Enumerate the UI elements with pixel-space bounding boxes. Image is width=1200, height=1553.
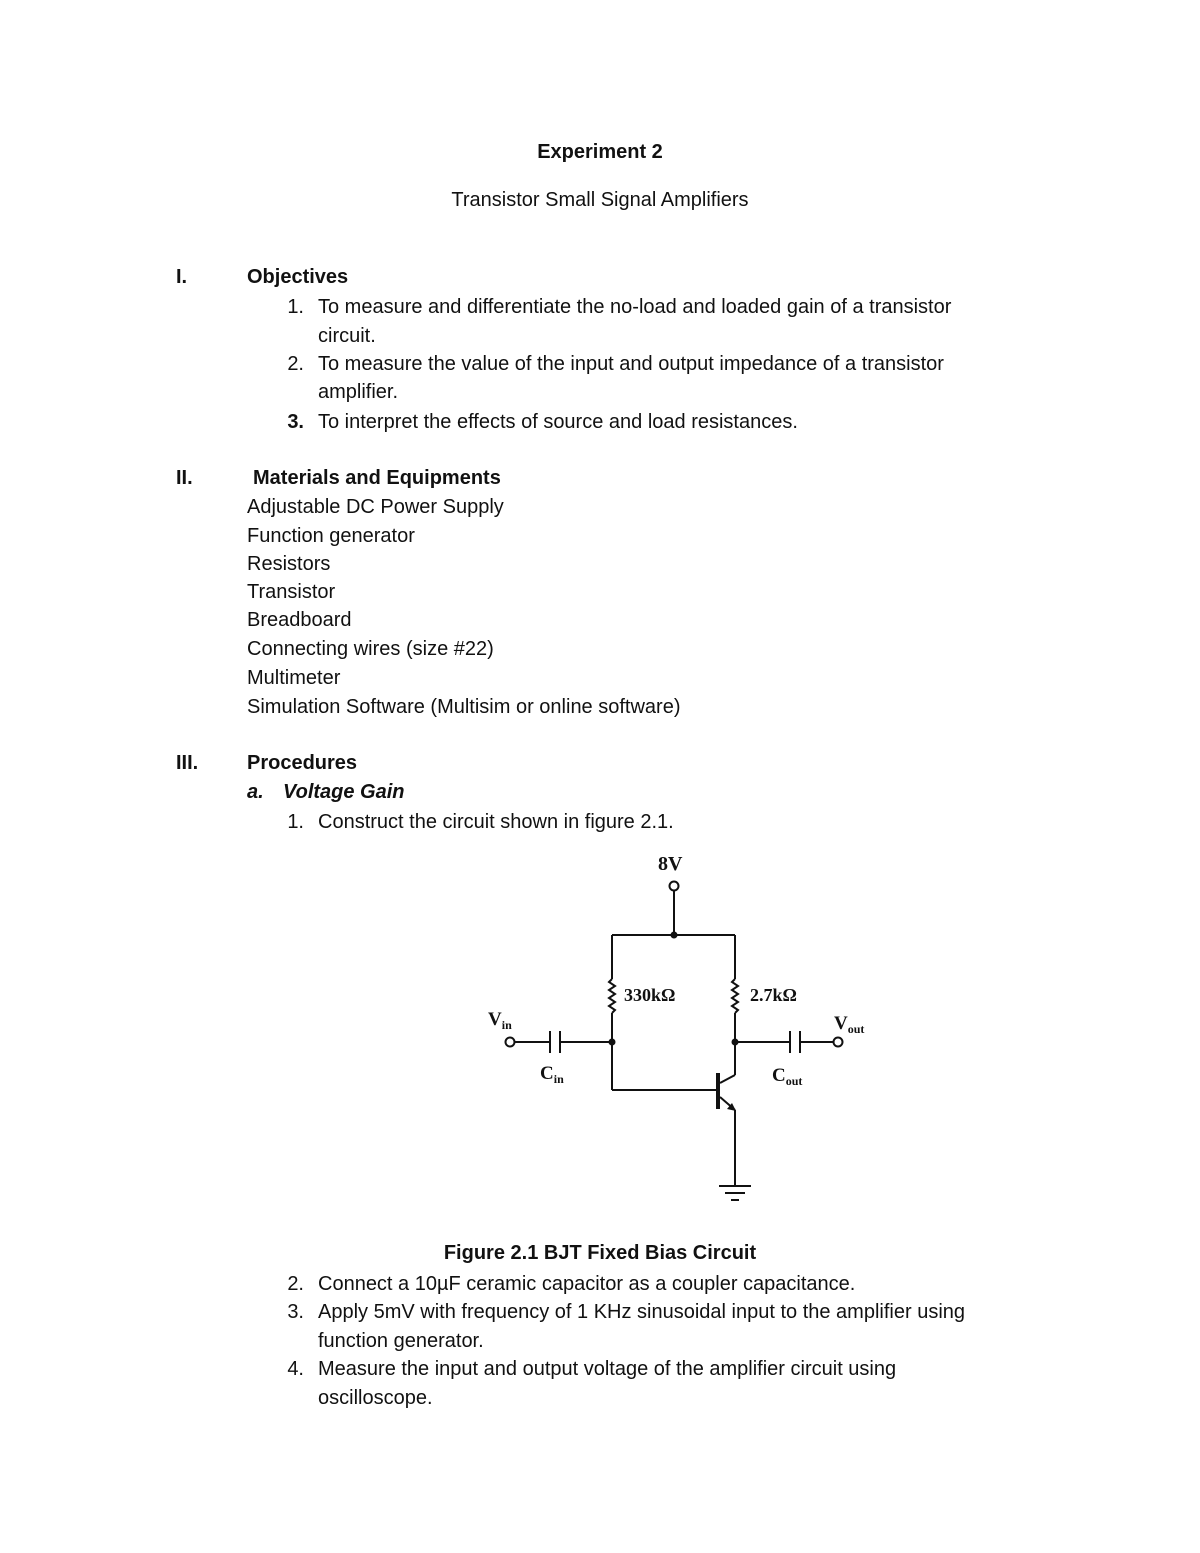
subsection-letter: a. [247, 781, 264, 803]
subsection-heading: Voltage Gain [283, 781, 405, 803]
circuit-diagram [470, 845, 890, 1215]
section-heading-procedures: Procedures [247, 752, 358, 774]
page-title: Experiment 2 [537, 141, 663, 163]
rb-label: 330kΩ [624, 985, 676, 1005]
supply-terminal [670, 882, 679, 891]
vin-terminal [506, 1038, 515, 1047]
step-text-cont: function generator. [318, 1330, 484, 1352]
vin-label: $V_{in}$ [488, 1009, 512, 1032]
section-numeral-objectives: I. [176, 266, 188, 288]
rc-label: 2.7kΩ [750, 985, 797, 1005]
material-item: Breadboard [247, 609, 352, 631]
junction-dot [732, 1039, 739, 1046]
material-item: Multimeter [247, 667, 341, 689]
step-text: Connect a 10µF ceramic capacitor as a coupler capacitance. [318, 1273, 856, 1295]
transistor-collector [720, 1075, 735, 1083]
step-number: 3. [287, 1301, 304, 1323]
section-heading-objectives: Objectives [247, 266, 349, 288]
page-subtitle: Transistor Small Signal Amplifiers [451, 189, 749, 211]
step-number: 4. [287, 1358, 304, 1380]
step-text: Measure the input and output voltage of the amplifier circuit using [318, 1358, 897, 1380]
material-item: Connecting wires (size #22) [247, 638, 494, 660]
junction-dot [671, 932, 678, 939]
objective-text-cont: circuit. [318, 325, 376, 347]
vout-terminal [834, 1038, 843, 1047]
step-text: Construct the circuit shown in figure 2.1. [318, 811, 674, 833]
vout-label: $V_{out}$ [834, 1013, 865, 1036]
section-numeral-procedures: III. [176, 752, 199, 774]
material-item: Adjustable DC Power Supply [247, 496, 504, 518]
objective-text-cont: amplifier. [318, 381, 399, 403]
objective-number: 3. [287, 411, 304, 433]
material-item: Resistors [247, 553, 331, 575]
step-number: 1. [287, 811, 304, 833]
objective-number: 1. [287, 296, 304, 318]
collector-resistor [732, 979, 738, 1013]
objective-text: To interpret the effects of source and load resistances. [318, 411, 798, 433]
step-number: 2. [287, 1273, 304, 1295]
material-item: Function generator [247, 525, 415, 547]
junction-dot [609, 1039, 616, 1046]
cout-label: $C_{out}$ [772, 1065, 803, 1088]
objective-text: To measure and differentiate the no-load and loaded gain of a transistor [318, 296, 952, 318]
figure-caption: Figure 2.1 BJT Fixed Bias Circuit [443, 1242, 757, 1264]
material-item: Simulation Software (Multisim or online software) [247, 696, 681, 718]
step-text-cont: oscilloscope. [318, 1387, 433, 1409]
supply-label: 8V [658, 853, 683, 875]
objective-number: 2. [287, 353, 304, 375]
section-numeral-materials: II. [176, 467, 193, 489]
objective-text: To measure the value of the input and output impedance of a transistor [318, 353, 944, 375]
base-resistor [609, 979, 615, 1013]
material-item: Transistor [247, 581, 336, 603]
section-heading-materials: Materials and Equipments [253, 467, 501, 489]
step-text: Apply 5mV with frequency of 1 KHz sinusoidal input to the amplifier using [318, 1301, 966, 1323]
cin-label: $C_{in}$ [540, 1063, 564, 1086]
